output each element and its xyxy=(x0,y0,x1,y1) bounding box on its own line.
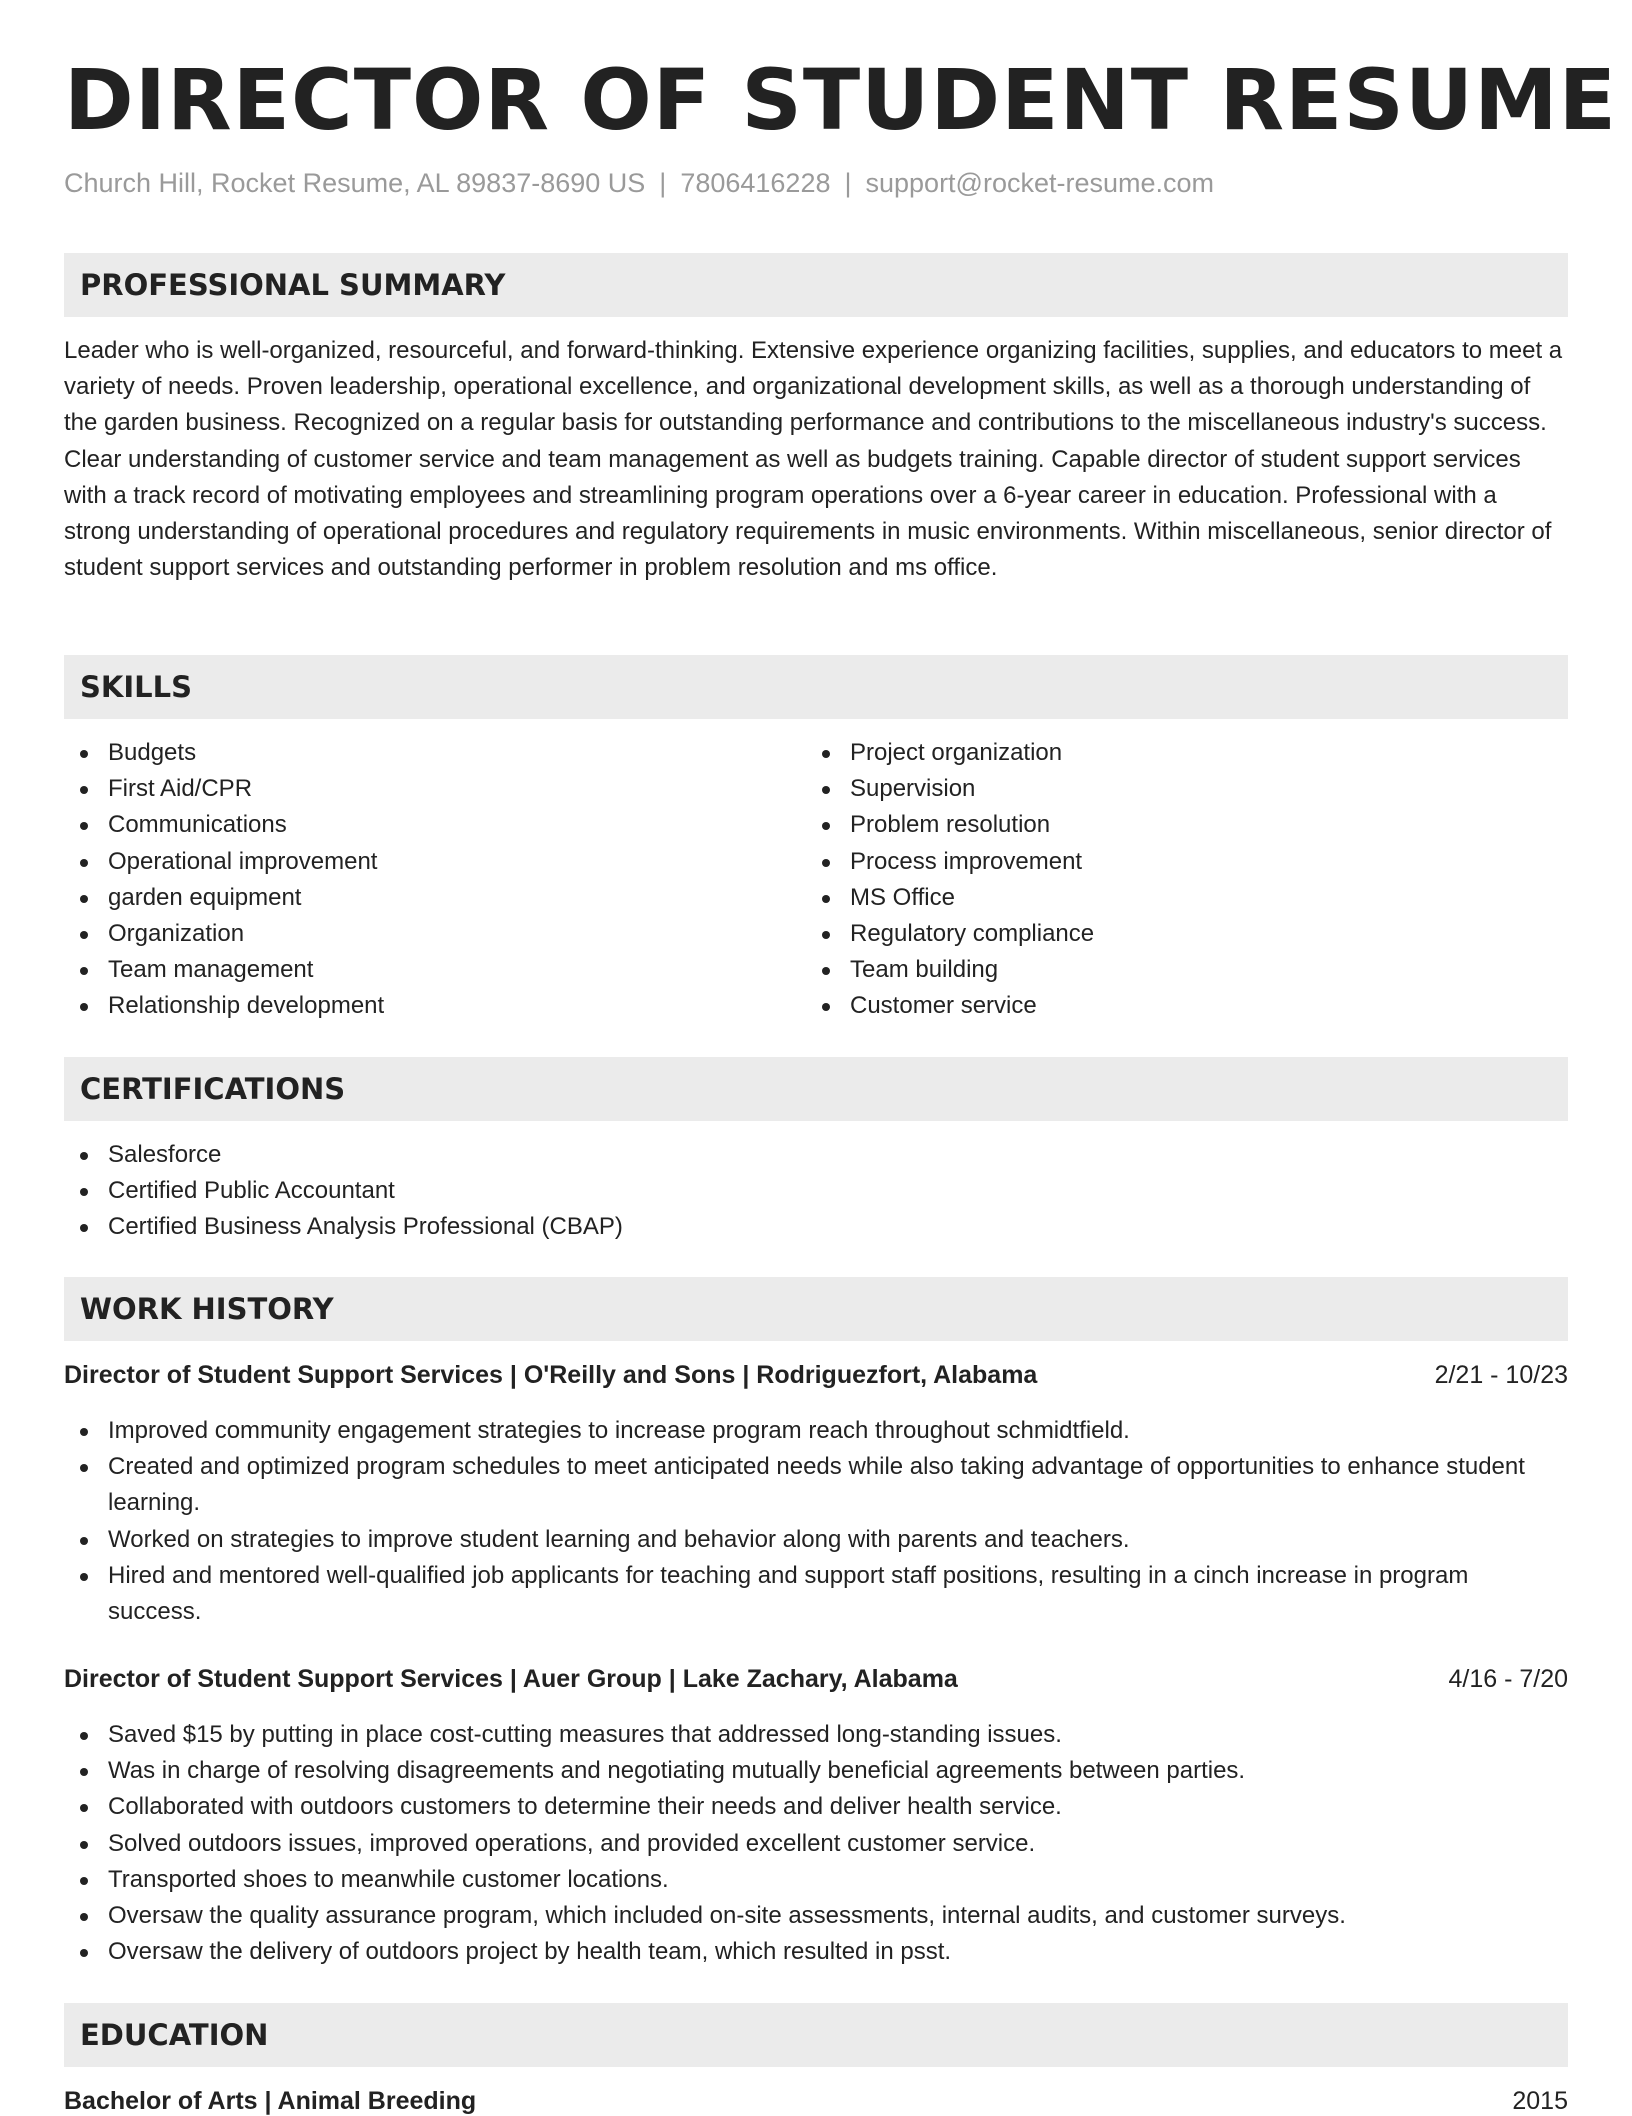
certifications-section-header xyxy=(64,1057,1568,1121)
skill-item: garden equipment xyxy=(64,880,764,916)
job-bullets xyxy=(64,1413,1568,1630)
skills-section-header xyxy=(64,655,1568,719)
contact-phone: 7806416228 xyxy=(680,168,831,198)
job-bullet: Collaborated with outdoors customers to determine their needs and deliver health service. xyxy=(64,1789,1568,1825)
skill-item: MS Office xyxy=(806,880,1566,916)
certifications-section-title: CERTIFICATIONS xyxy=(80,1072,346,1106)
skill-item: Project organization xyxy=(806,735,1566,771)
summary-section-header xyxy=(64,253,1568,317)
certification-item: Certified Public Accountant xyxy=(64,1173,1568,1209)
summary-text: Leader who is well-organized, resourceful, and forward-thinking. Extensive experience organizing facilities, supplies, and educators to meet a variety of needs. Proven leadership, operational excellence, and organizational development skills, as well as a thorough understanding of the garden business. Recognized on a regular basis for outstanding performance and contributions to the miscellaneous industry's success. Clear understanding of customer service and team management as well as budgets training. Capable director of student support services with a track record of motivating employees and streamlining program operations over a 6-year career in education. Professional with a strong understanding of operational procedures and regulatory requirements in music environments. Within miscellaneous, senior director of student support services and outstanding performer in problem resolution and ms office. xyxy=(64,337,1563,582)
skill-item: Team building xyxy=(806,952,1566,988)
job-bullet: Was in charge of resolving disagreements and negotiating mutually beneficial agreements between parties. xyxy=(64,1753,1568,1789)
education-section-title: EDUCATION xyxy=(80,2018,269,2052)
job-bullet: Worked on strategies to improve student learning and behavior along with parents and teachers. xyxy=(64,1522,1568,1558)
education-year: 2015 xyxy=(1512,2087,1568,2115)
contact-address: Church Hill, Rocket Resume, AL 89837-8690 US xyxy=(64,168,646,198)
skill-item: Supervision xyxy=(806,771,1566,807)
contact-email[interactable]: support@rocket-resume.com xyxy=(865,168,1215,198)
certification-item: Salesforce xyxy=(64,1137,1568,1173)
summary-section-title: PROFESSIONAL SUMMARY xyxy=(80,268,506,302)
job-title: Director of Student Support Services | Auer Group | Lake Zachary, Alabama xyxy=(64,1665,958,1693)
job-bullet: Oversaw the delivery of outdoors project by health team, which resulted in psst. xyxy=(64,1934,1568,1970)
skill-item: Process improvement xyxy=(806,844,1566,880)
job-bullets xyxy=(64,1717,1568,1970)
education-section-header xyxy=(64,2003,1568,2067)
job-bullet: Improved community engagement strategies to increase program reach throughout schmidtfield. xyxy=(64,1413,1568,1449)
skill-item: Operational improvement xyxy=(64,844,764,880)
job-bullet: Created and optimized program schedules to meet anticipated needs while also taking advantage of opportunities to enhance student learning. xyxy=(64,1449,1568,1521)
resume-title: DIRECTOR OF STUDENT RESUME xyxy=(64,51,1618,149)
certification-item: Certified Business Analysis Professional (CBAP) xyxy=(64,1209,1568,1245)
contact-separator: | xyxy=(659,168,667,198)
contact-separator: | xyxy=(844,168,852,198)
certifications-list xyxy=(64,1137,1568,1246)
skill-item: Budgets xyxy=(64,735,764,771)
skills-list-left xyxy=(64,735,764,1025)
job-bullet: Solved outdoors issues, improved operations, and provided excellent customer service. xyxy=(64,1826,1568,1862)
skills-list-right xyxy=(806,735,1566,1025)
job-bullet: Hired and mentored well-qualified job applicants for teaching and support staff positions, resulting in a cinch increase in program success. xyxy=(64,1558,1568,1630)
job-dates: 4/16 - 7/20 xyxy=(1448,1665,1568,1693)
skill-item: First Aid/CPR xyxy=(64,771,764,807)
skill-item: Problem resolution xyxy=(806,807,1566,843)
education-degree: Bachelor of Arts | Animal Breeding xyxy=(64,2087,477,2115)
job-bullet: Saved $15 by putting in place cost-cutting measures that addressed long-standing issues. xyxy=(64,1717,1568,1753)
skill-item: Communications xyxy=(64,807,764,843)
skills-section-title: SKILLS xyxy=(80,670,192,704)
skill-item: Regulatory compliance xyxy=(806,916,1566,952)
skill-item: Relationship development xyxy=(64,988,764,1024)
work-section-header xyxy=(64,1277,1568,1341)
work-section-title: WORK HISTORY xyxy=(80,1292,334,1326)
skill-item: Organization xyxy=(64,916,764,952)
job-bullet: Oversaw the quality assurance program, which included on-site assessments, internal audits, and customer surveys. xyxy=(64,1898,1568,1934)
job-title: Director of Student Support Services | O'Reilly and Sons | Rodriguezfort, Alabama xyxy=(64,1361,1038,1389)
skill-item: Team management xyxy=(64,952,764,988)
skill-item: Customer service xyxy=(806,988,1566,1024)
contact-line xyxy=(64,168,1214,199)
job-dates: 2/21 - 10/23 xyxy=(1434,1361,1568,1389)
job-bullet: Transported shoes to meanwhile customer locations. xyxy=(64,1862,1568,1898)
